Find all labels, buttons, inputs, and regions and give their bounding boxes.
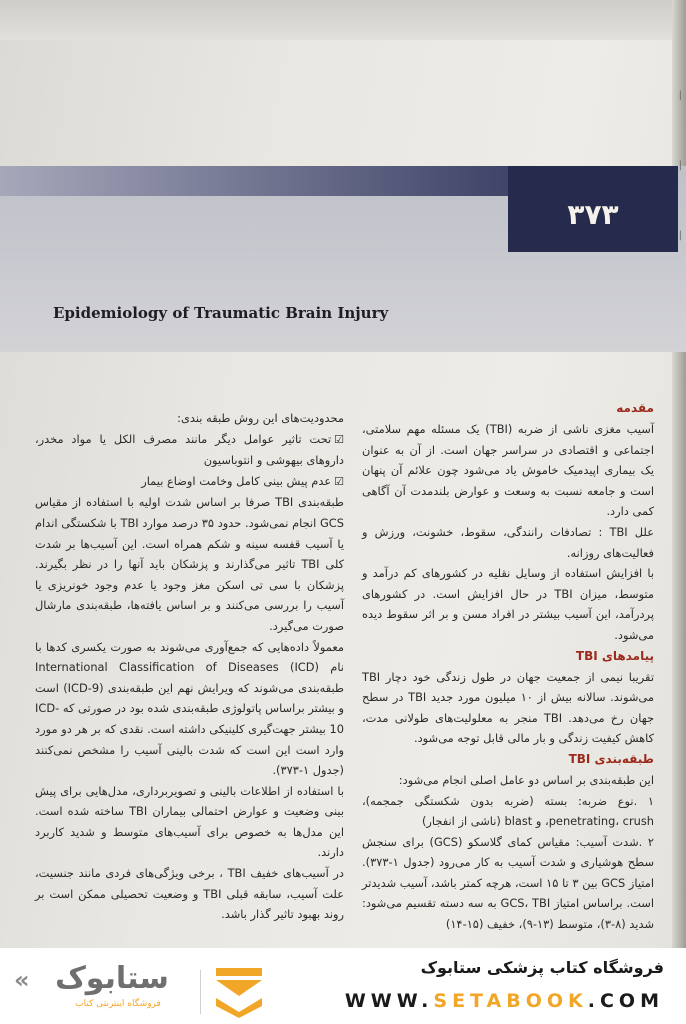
- page-fold-shadow: [672, 0, 686, 948]
- logo-chevrons-icon: «: [14, 966, 30, 994]
- body-paragraph: با استفاده از اطلاعات بالینی و تصویربرداری، مدل‌هایی برای پیش بینی وضعیت و عوارض احتمالی بیماران TBI ساخته شده است. این مدل‌ها به خصوص برای آسیب‌های متوسط و شدید کاربرد دارند.: [35, 783, 345, 860]
- section-heading: طبقه‌بندی TBI: [568, 751, 654, 766]
- body-paragraph: ۲ .شدت آسیب: مقیاس کمای گلاسکو (GCS) برای سنجش سطح هوشیاری و شدت آسیب به کار می‌رود (جدول ۱-۳۷۳). امتیاز GCS بین ۳ تا ۱۵ است، هرچه کمتر باشد، آسیب شدیدتر است. براساس امتیاز GCS، TBI به سه دسته تقسیم می‌شود: شدید (۸-۳)، متوسط (۱۳-۹)، خفیف (۱۵-۱۴): [362, 834, 654, 932]
- section-heading: مقدمه: [616, 401, 654, 415]
- fold-mark: |: [678, 160, 682, 171]
- page-number-box: [508, 166, 678, 252]
- checklist-text: تحت تاثیر عوامل دیگر مانند مصرف الکل یا مواد مخدر، داروهای بیهوشی و انتوباسیون: [35, 431, 344, 468]
- body-paragraph: محدودیت‌های این روش طبقه بندی:: [177, 411, 344, 425]
- store-logo-tagline: فروشگاه اینترنتی کتاب: [75, 999, 161, 1009]
- body-paragraph: ۱ .نوع ضربه: بسته (ضربه بدون شکستگی جمجمه)، penetrating، crush، و blast (ناشی از انفجار): [362, 793, 654, 829]
- logo-divider: [200, 970, 201, 1014]
- right-text-column: [362, 398, 654, 935]
- fold-mark: |: [678, 90, 682, 101]
- setabook-mark-icon: [210, 962, 268, 1018]
- body-paragraph: این طبقه‌بندی بر اساس دو عامل اصلی انجام می‌شود:: [398, 772, 654, 787]
- body-paragraph: آسیب مغزی ناشی از ضربه (TBI) یک مسئله مهم سلامتی، اجتماعی و اقتصادی در سراسر جهان است. از آن به عنوان یک بیماری اپیدمیک خاموش یاد می‌شود چون علائم آن پنهان است و جامعه نسبت به وسعت و عوارض بلندمدت آن آگاهی کمی دارد.: [362, 422, 654, 519]
- checklist-text: عدم پیش بینی کامل وخامت اوضاع بیمار: [141, 473, 332, 488]
- body-paragraph: طبقه‌بندی TBI صرفا بر اساس شدت اولیه با استفاده از مقیاس GCS انجام نمی‌شود. حدود ۳۵ درصد موارد TBI با شکستگی اندام یا آسیب قفسه سینه و شکم همراه است. این آسیب‌ها بر شدت کلی TBI تاثیر می‌گذارند و پزشکان باید آنها را در نظر بگیرند. پزشکان با سی تی اسکن مغز وجود یا عدم وجود خونریزی یا آسیب را بررسی می‌کنند و بر اساس یافته‌ها، طبقه‌بندی مارشال صورت می‌گیرد.: [35, 495, 345, 633]
- body-paragraph: با افزایش استفاده از وسایل نقلیه در کشورهای کم درآمد و متوسط، میزان TBI در حال افزایش است. در کشورهای پردرآمد، این آسیب بیشتر در افراد مسن و بر اثر سقوط دیده می‌شود.: [362, 566, 654, 642]
- body-paragraph: علل TBI : تصادفات رانندگی، سقوط، خشونت، ورزش و فعالیت‌های روزانه.: [362, 524, 654, 560]
- checklist-item: [35, 471, 344, 493]
- checkbox-icon: ☑: [334, 474, 344, 488]
- section-heading: پیامدهای TBI: [575, 648, 654, 663]
- url-suffix: .COM: [587, 990, 664, 1012]
- left-text-column: [35, 408, 344, 925]
- url-prefix: WWW.: [344, 990, 434, 1012]
- store-url[interactable]: [345, 990, 664, 1012]
- checklist-item: [35, 429, 344, 471]
- body-paragraph: تقریبا نیمی از جمعیت جهان در طول زندگی خود دچار TBI می‌شوند. سالانه بیش از ۱۰ میلیون مورد جدید TBI در سطح جهان رخ می‌دهد. TBI منجر به معلولیت‌های طولانی مدت، کاهش کیفیت زندگی و بار مالی قابل توجه می‌شود.: [362, 669, 654, 746]
- fold-mark: |: [678, 230, 682, 241]
- chapter-title: Epidemiology of Traumatic Brain Injury: [53, 304, 389, 322]
- checkbox-icon: ☑: [334, 432, 344, 446]
- top-shadow: [0, 0, 686, 40]
- store-name: فروشگاه کتاب پزشکی ستابوک: [420, 958, 664, 977]
- body-paragraph: در آسیب‌های خفیف TBI ، برخی ویژگی‌های فردی مانند جنسیت، علت آسیب، سابقه قبلی TBI و وضعیت تحصیلی ممکن است بر روند بهبود تاثیر گذار باشد.: [35, 866, 344, 922]
- store-logo-word: ستابوک: [55, 960, 169, 996]
- url-brand: SETABOOK: [433, 990, 588, 1012]
- body-paragraph: معمولاً داده‌هایی که جمع‌آوری می‌شوند به صورت یکسری کدها با نام International Classification of Diseases (ICD) طبقه‌بندی می‌شوند که ویرایش نهم این طبقه‌بندی (ICD-9) است و بیشتر براساس پاتولوژی طبقه‌بندی شده بود در صورتی که ICD-10 بیشتر جهت‌گیری کلینیکی داشته است. نقدی که بر هر دو مورد وارد است این است که شدت بالینی آسیب را مشخص نمی‌کنند (جدول ۱-۳۷۳).: [35, 639, 344, 778]
- header-gradient-bar: [0, 166, 508, 196]
- page-number: ۳۷۳: [567, 197, 619, 231]
